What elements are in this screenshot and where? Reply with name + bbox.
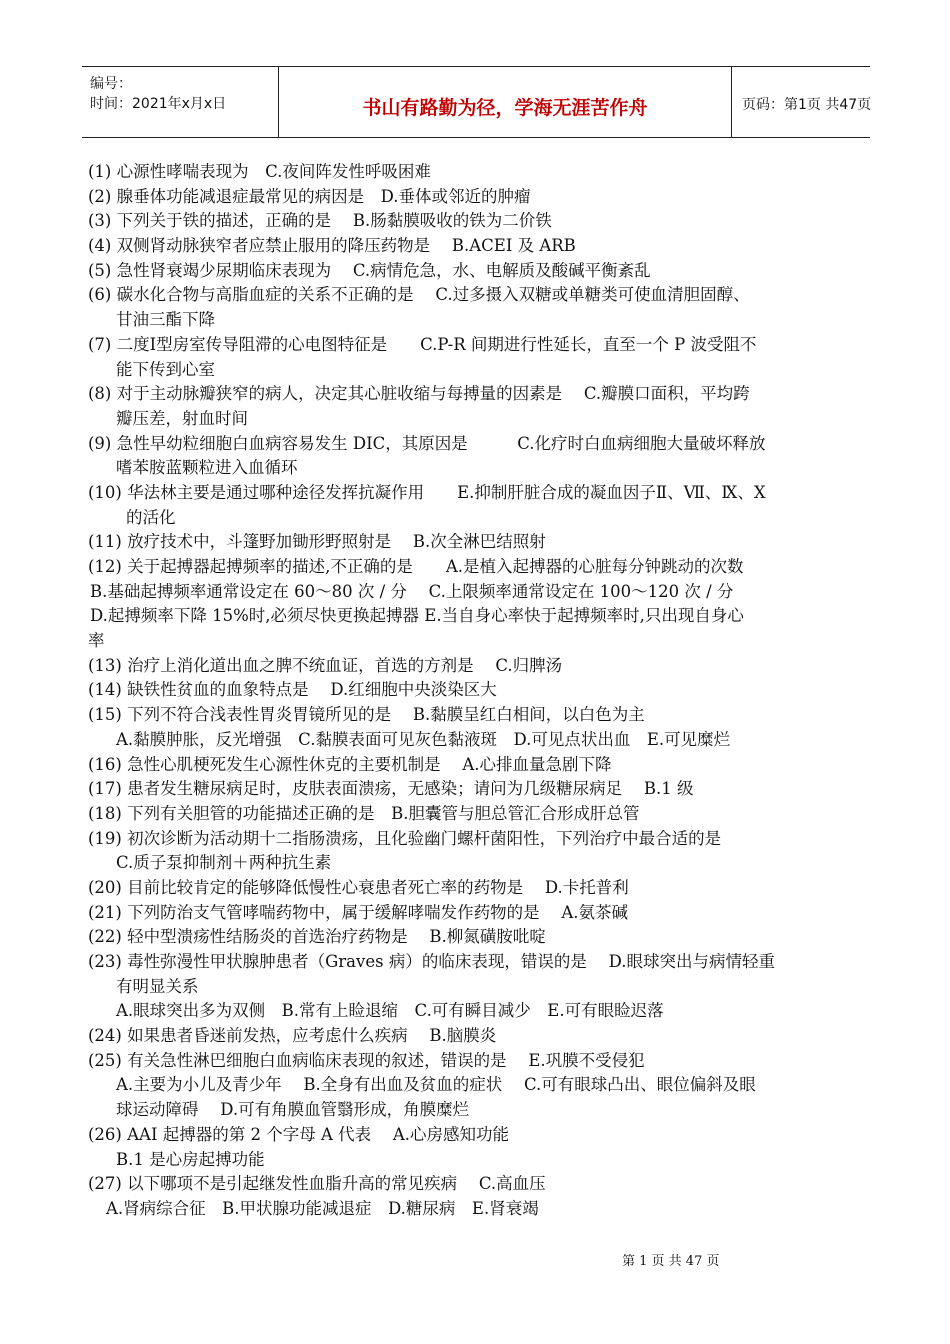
text-line: (21) 下列防治支气管哮喘药物中，属于缓解哮喘发作药物的是 A.氨茶碱	[88, 902, 629, 922]
text-line: A.肾病综合征 B.甲状腺功能减退症 D.糖尿病 E.肾衰竭	[106, 1198, 539, 1218]
text-line: B.基础起搏频率通常设定在 60～80 次 / 分 C.上限频率通常设定在 100～120 次 / 分	[90, 581, 734, 601]
header-meta-cell	[82, 67, 279, 137]
text-line: (27) 以下哪项不是引起继发性血脂升高的常见疾病 C.高血压	[88, 1174, 546, 1194]
text-line: (17) 患者发生糖尿病足时，皮肤表面溃疡，无感染；请问为几级糖尿病足 B.1 级	[88, 779, 694, 799]
text-line: C.质子泵抑制剂＋两种抗生素	[116, 853, 332, 873]
text-line: (16) 急性心肌梗死发生心源性休克的主要机制是 A.心排血量急剧下降	[88, 754, 612, 774]
text-line: (5) 急性肾衰竭少尿期临床表现为 C.病情危急，水、电解质及酸碱平衡紊乱	[88, 260, 651, 280]
text-line: 能下传到心室	[116, 359, 215, 379]
text-line: (2) 腺垂体功能减退症最常见的病因是 D.垂体或邻近的肿瘤	[88, 186, 531, 206]
text-line: 率	[88, 631, 105, 651]
text-line: (11) 放疗技术中，斗篷野加锄形野照射是 B.次全淋巴结照射	[88, 532, 546, 552]
text-line: (15) 下列不符合浅表性胃炎胃镜所见的是 B.黏膜呈红白相间，以白色为主	[88, 705, 645, 725]
text-line: 瓣压差，射血时间	[116, 408, 248, 428]
text-line: (20) 目前比较肯定的能够降低慢性心衰患者死亡率的药物是 D.卡托普利	[88, 877, 629, 897]
text-line: B.1 是心房起搏功能	[116, 1149, 265, 1169]
text-line: (12) 关于起搏器起搏频率的描述,不正确的是 A.是植入起搏器的心脏每分钟跳动的次数	[88, 557, 744, 576]
text-line: (18) 下列有关胆管的功能描述正确的是 B.胆囊管与胆总管汇合形成肝总管	[88, 803, 640, 823]
text-line: (8) 对于主动脉瓣狭窄的病人，决定其心脏收缩与每搏量的因素是 C.瓣膜口面积，平均跨	[88, 384, 750, 404]
text-line: (24) 如果患者昏迷前发热，应考虑什么疾病 B.脑膜炎	[88, 1026, 497, 1046]
text-line: D.起搏频率下降 15%时,必须尽快更换起搏器 E.当自身心率快于起搏频率时,只出现自身心	[90, 606, 744, 626]
header-motto-cell	[279, 67, 732, 137]
header-page-cell	[732, 67, 870, 137]
text-line: (9) 急性早幼粒细胞白血病容易发生 DIC，其原因是 C.化疗时白血病细胞大量破坏释放	[88, 433, 766, 453]
text-line: (19) 初次诊断为活动期十二指肠溃疡，且化验幽门螺杆菌阳性，下列治疗中最合适的是	[88, 828, 722, 848]
text-line: (10) 华法林主要是通过哪种途径发挥抗凝作用 E.抑制肝脏合成的凝血因子Ⅱ、Ⅶ、Ⅸ、X	[88, 482, 766, 502]
text-line: (13) 治疗上消化道出血之脾不统血证，首选的方剂是 C.归脾汤	[88, 655, 563, 675]
text-line: 球运动障碍 D.可有角膜血管翳形成，角膜糜烂	[116, 1100, 470, 1120]
question-list	[88, 160, 868, 1222]
text-line: 甘油三酯下降	[116, 310, 215, 330]
text-line: (7) 二度Ⅰ型房室传导阻滞的心电图特征是 C.P-R 间期进行性延长，直至一个 P 波受阻不	[88, 334, 757, 354]
text-line: A.主要为小儿及青少年 B.全身有出血及贫血的症状 C.可有眼球凸出、眼位偏斜及眼	[116, 1075, 756, 1095]
text-line: (14) 缺铁性贫血的血象特点是 D.红细胞中央淡染区大	[88, 680, 497, 700]
text-line: (1) 心源性哮喘表现为 C.夜间阵发性呼吸困难	[88, 162, 431, 181]
text-line: 嗜苯胺蓝颗粒进入血循环	[116, 458, 298, 478]
page-footer: 第 1 页 共 47 页	[622, 1254, 720, 1269]
text-line: (6) 碳水化合物与高脂血症的关系不正确的是 C.过多摄入双糖或单糖类可使血清胆固醇、	[88, 285, 750, 305]
page-header	[82, 66, 870, 138]
text-line: (26) AAI 起搏器的第 2 个字母 A 代表 A.心房感知功能	[88, 1124, 510, 1144]
header-page-info: 页码：第1页 共47页	[742, 97, 872, 113]
text-line: (22) 轻中型溃疡性结肠炎的首选治疗药物是 B.柳氮磺胺吡啶	[88, 927, 546, 947]
text-line: (3) 下列关于铁的描述，正确的是 B.肠黏膜吸收的铁为二价铁	[88, 211, 552, 231]
text-line: 有明显关系	[116, 976, 199, 996]
text-line: (23) 毒性弥漫性甲状腺肿患者（Graves 病）的临床表现，错误的是 D.眼球突出与病情轻重	[88, 952, 775, 971]
text-line: (4) 双侧肾动脉狭窄者应禁止服用的降压药物是 B.ACEI 及 ARB	[88, 236, 576, 256]
header-motto: 书山有路勤为径，学海无涯苦作舟	[362, 97, 648, 119]
document-time-label: 时间：2021年x月x日	[90, 96, 227, 112]
text-line: 的活化	[126, 507, 176, 527]
text-line: A.黏膜肿胀，反光增强 C.黏膜表面可见灰色黏液斑 D.可见点状出血 E.可见糜烂	[116, 729, 731, 749]
document-number-label: 编号：	[90, 76, 132, 92]
text-line: (25) 有关急性淋巴细胞白血病临床表现的叙述，错误的是 E.巩膜不受侵犯	[88, 1050, 645, 1070]
text-line: A.眼球突出多为双侧 B.常有上睑退缩 C.可有瞬目减少 E.可有眼睑迟落	[116, 1001, 664, 1021]
